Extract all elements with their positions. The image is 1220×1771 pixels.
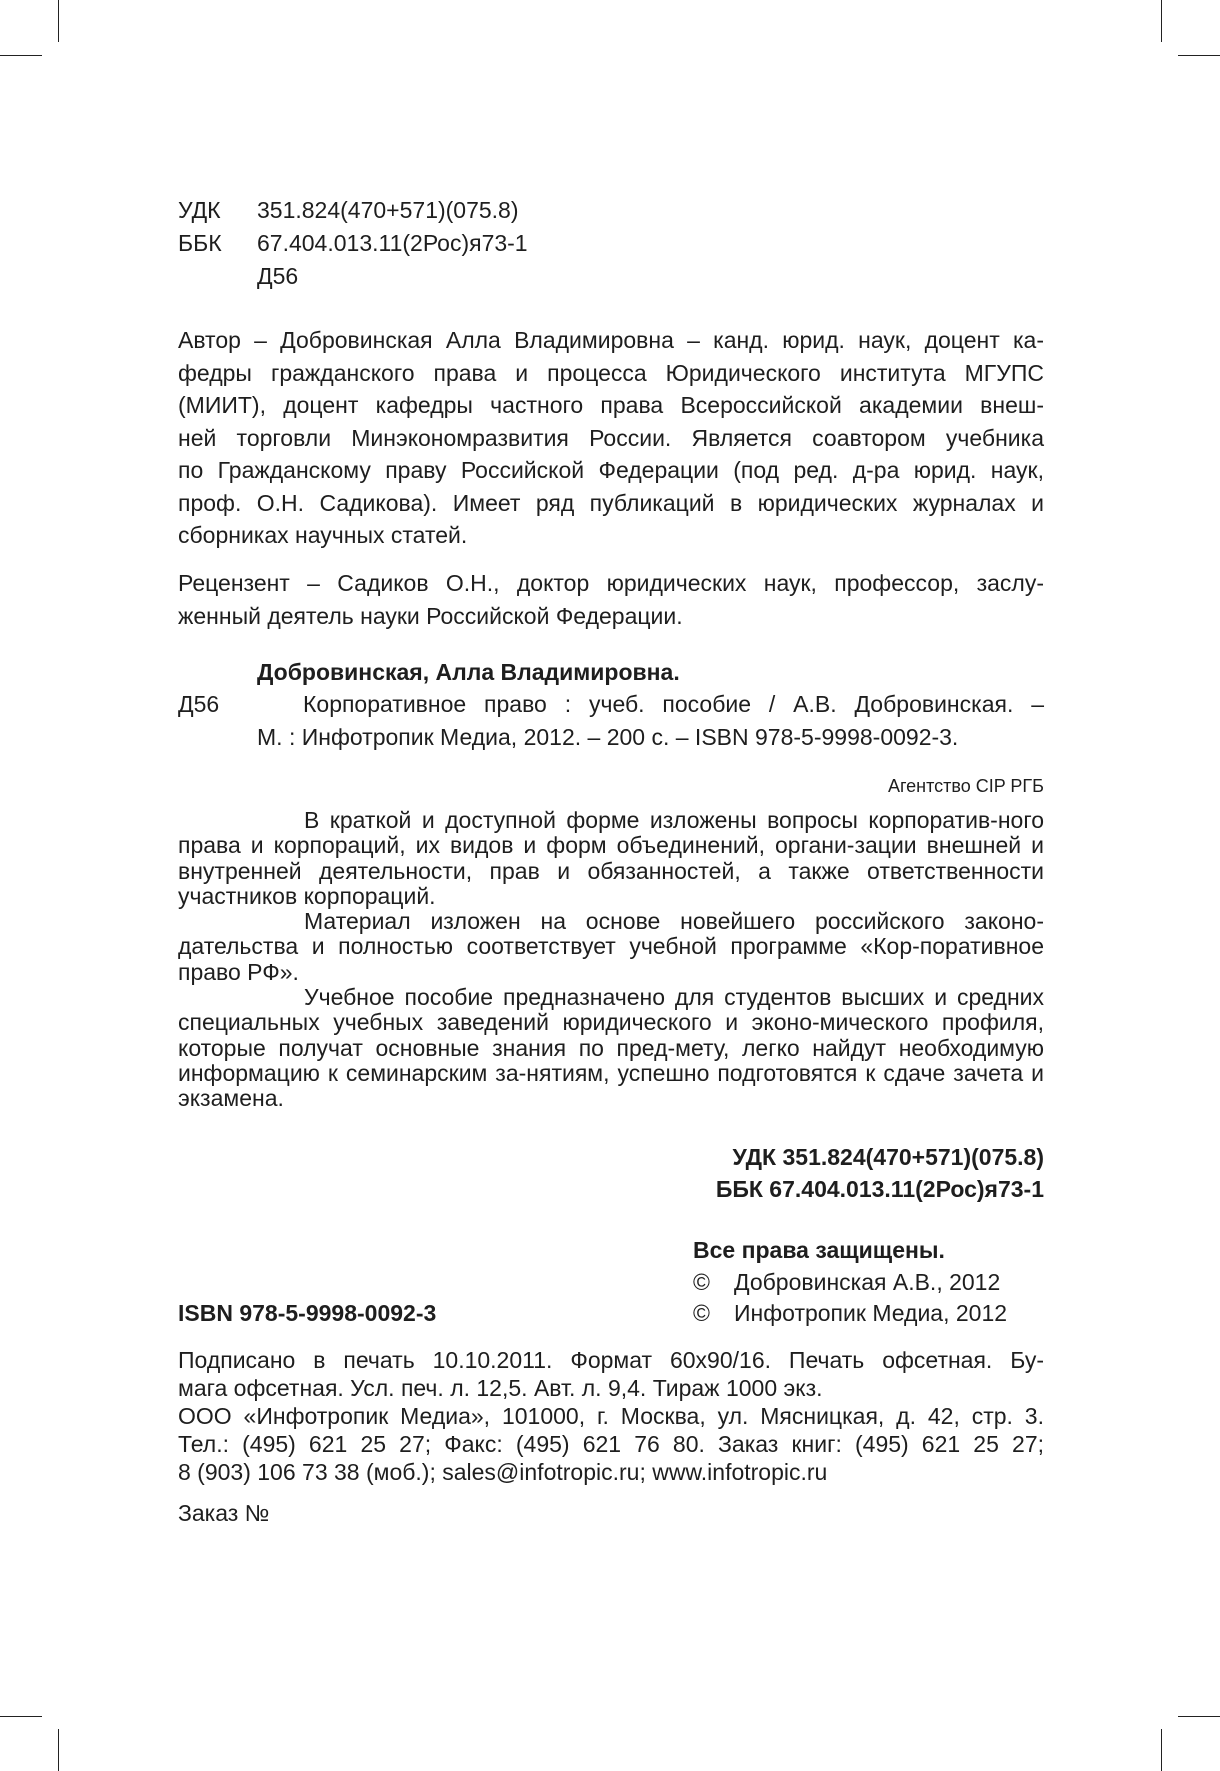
catalog-title-line: Корпоративное право : учеб. пособие / А.В. Добровинская. – — [303, 691, 1044, 717]
author-note-line: сборниках научных статей. — [178, 522, 468, 548]
reviewer-note-line: Рецензент – Садиков О.Н., доктор юридических наук, профессор, заслу- — [178, 570, 1044, 596]
author-note-line: проф. О.Н. Садикова). Имеет ряд публикаций в юридических журналах и — [178, 490, 1044, 516]
abstract-paragraph: Материал изложен на основе новейшего российского законо-дательства и полностью соответствует учебной программе «Кор-поративное право РФ». — [178, 908, 1044, 985]
author-note-line: Автор – Добровинская Алла Владимировна – канд. юрид. наук, доцент ка- — [178, 327, 1044, 353]
bbk-value: 67.404.013.11(2Рос)я73-1 — [257, 230, 528, 256]
catalog-publication-line: М. : Инфотропик Медиа, 2012. – 200 с. – ISBN 978-5-9998-0092-3. — [257, 724, 959, 750]
imprint-line: Подписано в печать 10.10.2011. Формат 60х90/16. Печать офсетная. Бу- — [178, 1347, 1044, 1373]
copyright-author: Добровинская А.В., 2012 — [734, 1269, 1001, 1295]
crop-mark-bottom-right-horizontal — [1178, 1716, 1220, 1717]
author-note-line: федры гражданского права и процесса Юридического института МГУПС — [178, 360, 1044, 386]
rights-reserved: Все права защищены. — [693, 1237, 945, 1263]
reviewer-note-line: женный деятель науки Российской Федерации. — [178, 603, 683, 629]
abstract-paragraph: Учебное пособие предназначено для студентов высших и средних специальных учебных заведений юридического и эконо-мического профиля, которые получат основные знания по пред-мету, легко найдут необходимую информацию к семинарским за-нятиям, успешно подготовятся к сдаче зачета и экзамена. — [178, 984, 1044, 1112]
author-note-line: (МИИТ), доцент кафедры частного права Всероссийской академии внеш- — [178, 392, 1044, 418]
imprint-line: 8 (903) 106 73 38 (моб.); sales@infotropic.ru; www.infotropic.ru — [178, 1459, 828, 1485]
catalog-code: Д56 — [178, 691, 220, 717]
imprint-line: мага офсетная. Усл. печ. л. 12,5. Авт. л. 9,4. Тираж 1000 экз. — [178, 1375, 823, 1401]
book-abstract — [178, 808, 1044, 1112]
crop-mark-bottom-left-horizontal — [0, 1716, 42, 1717]
abstract-paragraph: В краткой и доступной форме изложены вопросы корпоратив-ного права и корпораций, их видов и форм объединений, органи-зации внешней и внутренней деятельности, прав и обязанностей, а также ответственности участников корпораций. — [178, 807, 1044, 909]
author-note-line: по Гражданскому праву Российской Федерации (под ред. д-ра юрид. наук, — [178, 457, 1044, 483]
crop-mark-top-right-vertical — [1161, 0, 1162, 42]
author-code: Д56 — [257, 263, 299, 289]
catalog-author-heading: Добровинская, Алла Владимировна. — [257, 659, 680, 685]
copyright-symbol: © — [693, 1300, 710, 1326]
crop-mark-bottom-right-vertical — [1161, 1729, 1162, 1771]
udk-label: УДК — [178, 197, 221, 223]
copyright-publisher: Инфотропик Медиа, 2012 — [734, 1300, 1008, 1326]
bbk-label: ББК — [178, 230, 222, 256]
copyright-symbol: © — [693, 1269, 710, 1295]
crop-mark-bottom-left-vertical — [58, 1729, 59, 1771]
order-number: Заказ № — [178, 1500, 270, 1526]
crop-mark-top-left-horizontal — [0, 55, 42, 56]
catalog-agency: Агентство CIP РГБ — [887, 776, 1044, 796]
udk-value: 351.824(470+571)(075.8) — [257, 197, 519, 223]
classification-bbk: ББК 67.404.013.11(2Рос)я73-1 — [715, 1176, 1044, 1202]
crop-mark-top-right-horizontal — [1178, 55, 1220, 56]
author-note-line: ней торговли Минэкономразвития России. Является соавтором учебника — [178, 425, 1044, 451]
imprint-line: Тел.: (495) 621 25 27; Факс: (495) 621 76 80. Заказ книг: (495) 621 25 27; — [178, 1431, 1044, 1457]
isbn: ISBN 978-5-9998-0092-3 — [178, 1300, 437, 1326]
crop-mark-top-left-vertical — [58, 0, 59, 42]
classification-udk: УДК 351.824(470+571)(075.8) — [732, 1144, 1044, 1170]
imprint-line: ООО «Инфотропик Медиа», 101000, г. Москва, ул. Мясницкая, д. 42, стр. 3. — [178, 1403, 1044, 1429]
